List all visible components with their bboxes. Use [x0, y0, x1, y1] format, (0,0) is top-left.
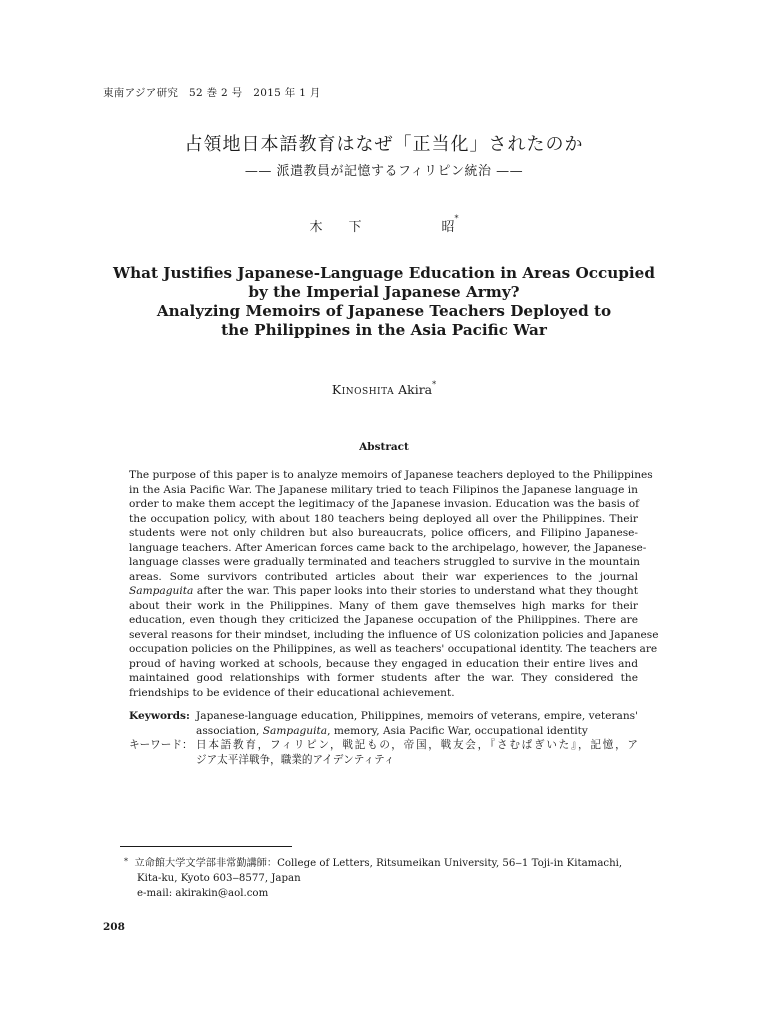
abstract-line: several reasons for their mindset, including the influence of US colonization policies and Japanese [129, 628, 659, 641]
japanese-title: 占領地日本語教育はなぜ「正当化」されたのか [184, 134, 584, 155]
keywords-line: Japanese-language education, Philippines, memoirs of veterans, empire, veterans' [196, 710, 638, 722]
journal-name: Sampaguita [129, 585, 194, 597]
footnote-email: e-mail: akirakin@aol.com [137, 888, 269, 899]
author-family-char-2: 下 [348, 220, 362, 235]
footnote-rule [120, 846, 292, 847]
keywords-line2-pre: association, [196, 724, 260, 737]
abstract-line: order to make them accept the legitimacy of the Japanese invasion. Education was the basis of [129, 498, 640, 510]
abstract-line: language classes were gradually terminated and teachers struggled to survive in the mountain [129, 556, 640, 568]
keywords-line2-post: , memory, Asia Pacific War, occupational identity [327, 724, 588, 737]
author-given-name: 昭 [441, 220, 455, 235]
abstract-line: occupation policies on the Philippines, as well as teachers' occupational identity. The teachers are [129, 643, 658, 655]
abstract-body [129, 468, 659, 700]
keywords-line [196, 724, 638, 739]
footnote-line [124, 856, 644, 871]
english-author [0, 382, 768, 397]
abstract-line: maintained good relationships with former students after the war. They considered the [129, 672, 638, 684]
abstract-line: friendships to be evidence of their educational achievement. [129, 686, 455, 699]
keywords-line-jp: 日本語教育，フィリピン，戦記もの，帝国，戦友会，『さむぱぎいた』，記憶，ア [196, 739, 638, 751]
keywords-label-jp: キーワード： [129, 739, 193, 751]
author-given-name-en: Akira [398, 382, 433, 397]
footnote-affiliation: 立命館大学文学部非常勤講師：College of Letters, Ritsumeikan University, 56‒1 Toji-in Kitamachi, [134, 858, 623, 869]
footnote-marker: * [124, 857, 128, 866]
author-footnote-marker: * [454, 214, 459, 223]
abstract-line: education, even though they criticized the Japanese occupation of the Philippines. There are [129, 614, 638, 626]
abstract-line-rest: after the war. This paper looks into their stories to understand what they thought [196, 585, 639, 597]
english-title-line: What Justifies Japanese-Language Education in Areas Occupied [113, 264, 655, 282]
abstract-line: in the Asia Pacific War. The Japanese military tried to teach Filipinos the Japanese language in [129, 483, 638, 496]
abstract-line: students were not only children but also bureaucrats, police officers, and Filipino Japanese- [129, 527, 638, 539]
keywords-journal-name: Sampaguita [262, 724, 328, 737]
page-number: 208 [103, 921, 125, 933]
keywords-label: Keywords: [129, 710, 190, 722]
footnote [124, 856, 644, 901]
footnote-line: Kita-ku, Kyoto 603‒8577, Japan [137, 873, 301, 884]
author-footnote-marker-en: * [432, 380, 437, 389]
abstract-line: language teachers. After American forces came back to the archipelago, however, the Japanese- [129, 541, 647, 554]
english-title [0, 264, 768, 340]
japanese-author [0, 216, 768, 235]
abstract-line: about their work in the Philippines. Many of them gave themselves high marks for their [129, 599, 638, 612]
japanese-subtitle: —— 派遣教員が記憶するフィリピン統治 —— [244, 164, 524, 179]
english-title-line: the Philippines in the Asia Pacific War [221, 321, 547, 339]
english-title-line: Analyzing Memoirs of Japanese Teachers Deployed to [156, 302, 612, 320]
keywords-line-jp: ジア太平洋戦争，職業的アイデンティティ [196, 753, 395, 766]
abstract-heading: Abstract [359, 441, 409, 453]
author-family-char-1: 木 [309, 220, 323, 235]
author-family-name: Kinoshita [331, 382, 395, 397]
abstract-line: The purpose of this paper is to analyze memoirs of Japanese teachers deployed to the Philippines [129, 469, 653, 481]
abstract-line: areas. Some survivors contributed articles about their war experiences to the journal [129, 570, 638, 583]
abstract-line: proud of having worked at schools, because they engaged in education their entire lives and [129, 657, 638, 670]
abstract-line [129, 584, 638, 599]
english-title-line: by the Imperial Japanese Army? [248, 283, 520, 301]
journal-header: 東南アジア研究 52 巻 2 号 2015 年 1 月 [103, 87, 321, 99]
abstract-line: the occupation policy, with about 180 teachers being deployed all over the Philippines. Their [129, 512, 638, 525]
